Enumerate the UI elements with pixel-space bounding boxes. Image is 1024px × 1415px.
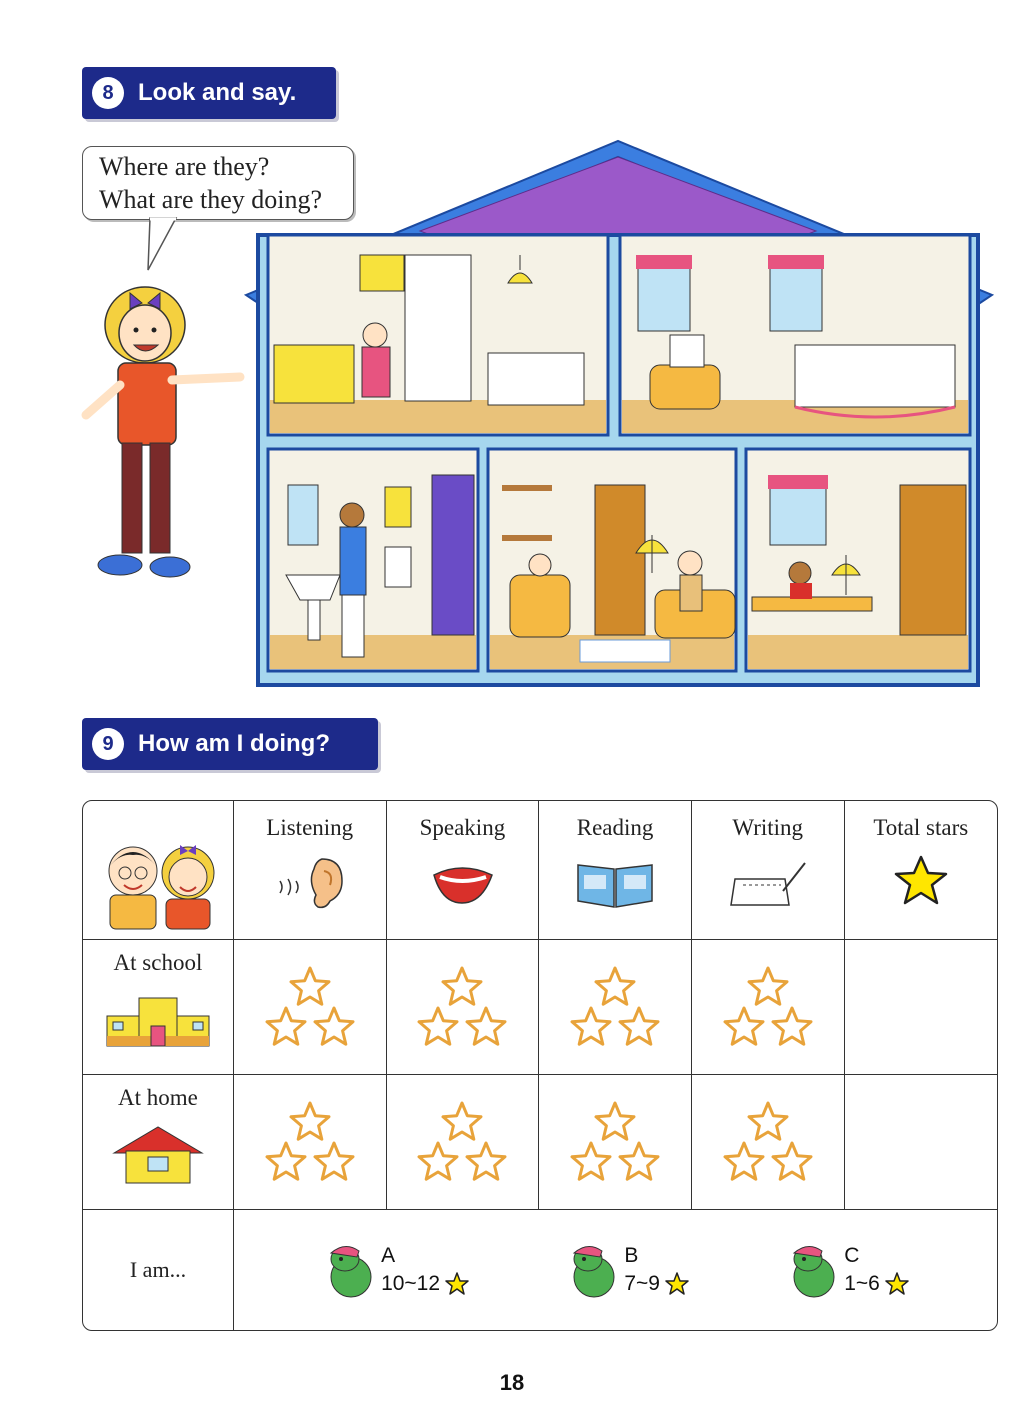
- table-header-row: [83, 801, 997, 940]
- bubble-line-1: Where are they?: [99, 152, 270, 181]
- three-stars-icon[interactable]: [565, 1101, 665, 1191]
- col-writing: [692, 801, 845, 940]
- rating-cell-school-reading[interactable]: [539, 940, 692, 1075]
- dinosaur-icon: [784, 1239, 840, 1301]
- col-header-reading: Reading: [576, 815, 654, 840]
- rating-star-2[interactable]: [725, 1143, 763, 1179]
- ear-icon: [270, 851, 350, 911]
- section-title: How am I doing?: [138, 730, 330, 757]
- three-stars-icon[interactable]: [260, 966, 360, 1056]
- three-stars-icon[interactable]: [412, 1101, 512, 1191]
- section-8-header: [82, 67, 336, 119]
- grade-b: [564, 1239, 690, 1301]
- star-icon: [891, 851, 951, 911]
- book-icon: [570, 851, 660, 911]
- house-illustration: [240, 135, 1000, 690]
- grade-letter: C: [844, 1244, 860, 1267]
- three-stars-icon[interactable]: [718, 1101, 818, 1191]
- row-label-at-school: At school: [113, 950, 203, 975]
- col-speaking: [387, 801, 540, 940]
- star-icon: [664, 1271, 690, 1297]
- speech-bubble-tail: [140, 218, 190, 274]
- table-row: [83, 1075, 997, 1210]
- dinosaur-icon: [321, 1239, 377, 1301]
- result-label-cell: [83, 1210, 234, 1330]
- rating-star-1[interactable]: [291, 968, 329, 1004]
- grade-range: 1~6: [844, 1272, 880, 1295]
- result-label: I am...: [129, 1257, 187, 1282]
- school-icon: [103, 990, 213, 1050]
- three-stars-icon[interactable]: [565, 966, 665, 1056]
- rating-star-1[interactable]: [749, 1103, 787, 1139]
- col-header-total-stars: Total stars: [873, 815, 969, 840]
- rating-star-3[interactable]: [773, 1143, 811, 1179]
- section-title: Look and say.: [138, 79, 297, 106]
- rating-cell-home-writing[interactable]: [692, 1075, 845, 1210]
- col-header-speaking: Speaking: [419, 815, 506, 840]
- rating-star-2[interactable]: [419, 1008, 457, 1044]
- col-listening: [234, 801, 387, 940]
- rating-star-3[interactable]: [315, 1008, 353, 1044]
- rating-star-3[interactable]: [467, 1008, 505, 1044]
- rating-cell-school-listening[interactable]: [234, 940, 387, 1075]
- three-stars-icon[interactable]: [412, 966, 512, 1056]
- rating-cell-home-speaking[interactable]: [387, 1075, 540, 1210]
- three-stars-icon[interactable]: [260, 1101, 360, 1191]
- rating-star-2[interactable]: [572, 1143, 610, 1179]
- grades-cell: [234, 1210, 997, 1330]
- rating-star-2[interactable]: [267, 1143, 305, 1179]
- rating-star-1[interactable]: [443, 1103, 481, 1139]
- grade-c: [784, 1239, 910, 1301]
- section-9-header: [82, 718, 378, 770]
- grade-letter: B: [624, 1244, 639, 1267]
- rating-star-3[interactable]: [315, 1143, 353, 1179]
- rating-star-1[interactable]: [443, 968, 481, 1004]
- grade-a: [321, 1239, 470, 1301]
- rating-cell-school-writing[interactable]: [692, 940, 845, 1075]
- dinosaur-icon: [564, 1239, 620, 1301]
- row-head-at-school: [83, 940, 234, 1075]
- rating-star-2[interactable]: [419, 1143, 457, 1179]
- children-icon: [88, 829, 228, 939]
- section-number: 8: [92, 77, 124, 109]
- rating-star-1[interactable]: [596, 1103, 634, 1139]
- rating-star-3[interactable]: [620, 1143, 658, 1179]
- notebook-icon: [723, 851, 813, 911]
- col-header-writing: Writing: [732, 815, 804, 840]
- rating-star-1[interactable]: [596, 968, 634, 1004]
- star-icon: [884, 1271, 910, 1297]
- section-number: 9: [92, 728, 124, 760]
- self-assessment-table: [82, 800, 998, 1331]
- rating-cell-home-reading[interactable]: [539, 1075, 692, 1210]
- total-cell-school[interactable]: [845, 940, 997, 1075]
- grade-scale: [234, 1210, 997, 1330]
- rating-star-2[interactable]: [267, 1008, 305, 1044]
- page-number: 18: [499, 1370, 525, 1395]
- col-header-listening: Listening: [266, 815, 354, 840]
- star-icon: [444, 1271, 470, 1297]
- rating-star-2[interactable]: [725, 1008, 763, 1044]
- grade-range: 7~9: [624, 1272, 660, 1295]
- col-total: [845, 801, 997, 940]
- col-reading: [539, 801, 692, 940]
- rating-star-3[interactable]: [620, 1008, 658, 1044]
- mouth-icon: [422, 851, 502, 911]
- row-label-at-home: At home: [118, 1085, 198, 1110]
- total-cell-home[interactable]: [845, 1075, 997, 1210]
- rating-star-3[interactable]: [467, 1143, 505, 1179]
- row-head-at-home: [83, 1075, 234, 1210]
- kids-cell: [83, 801, 234, 940]
- table-row: [83, 940, 997, 1075]
- bubble-line-2: What are they doing?: [99, 185, 323, 214]
- result-row: [83, 1210, 997, 1330]
- girl-pointing-illustration: [80, 285, 250, 585]
- rating-star-2[interactable]: [572, 1008, 610, 1044]
- grade-letter: A: [381, 1244, 396, 1267]
- rating-cell-school-speaking[interactable]: [387, 940, 540, 1075]
- rating-cell-home-listening[interactable]: [234, 1075, 387, 1210]
- grade-range: 10~12: [381, 1272, 441, 1295]
- home-icon: [108, 1121, 208, 1187]
- rating-star-3[interactable]: [773, 1008, 811, 1044]
- rating-star-1[interactable]: [291, 1103, 329, 1139]
- three-stars-icon[interactable]: [718, 966, 818, 1056]
- rating-star-1[interactable]: [749, 968, 787, 1004]
